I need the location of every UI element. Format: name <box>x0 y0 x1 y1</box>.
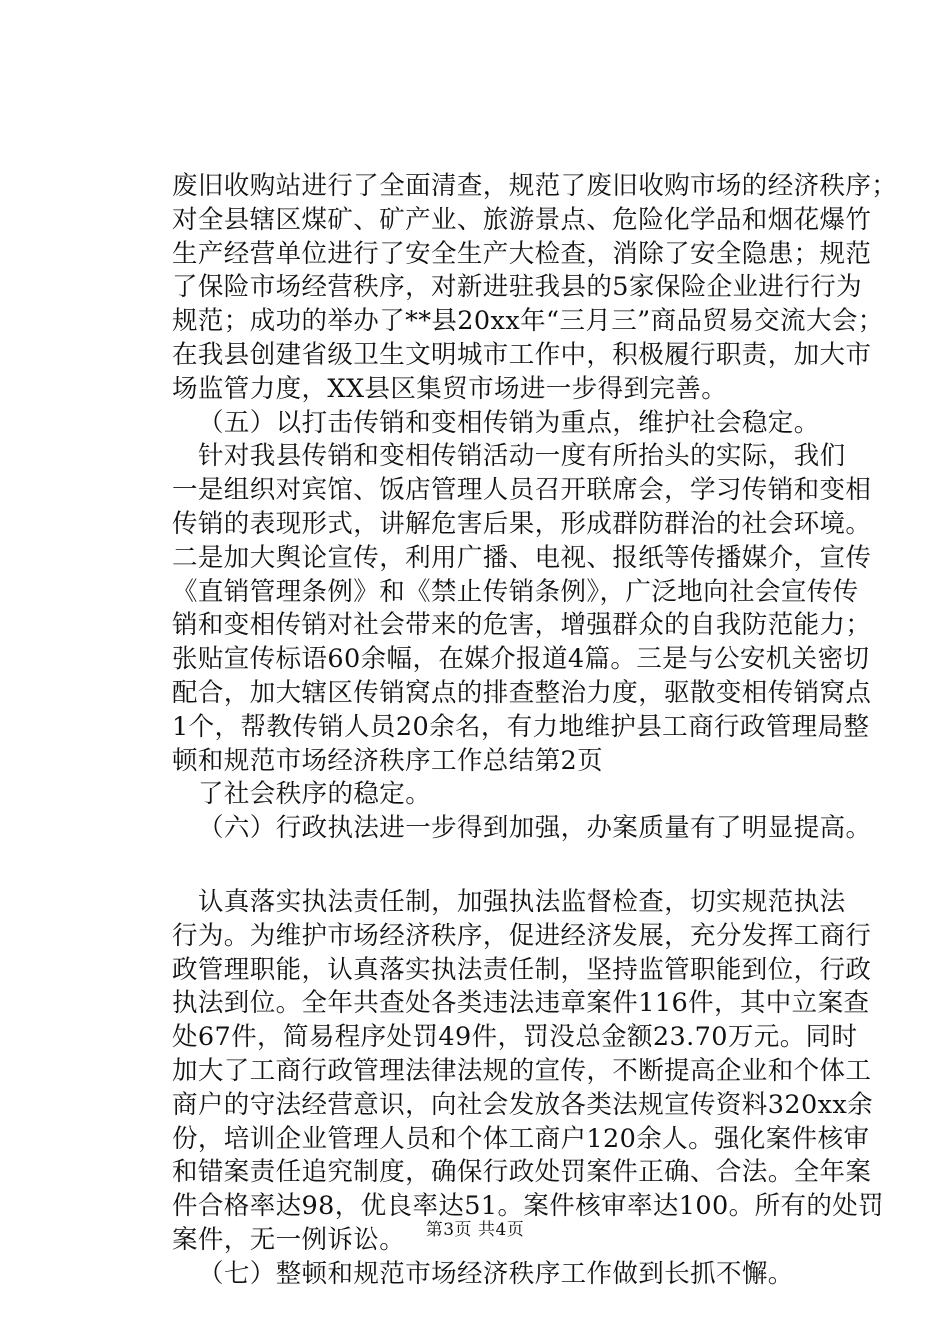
text-line-15: 张贴宣传标语60余幅，在媒介报道4篇。三是与公安机关密切 <box>172 644 870 675</box>
text-line-18: 顿和规范市场经济秩序工作总结第2页 <box>172 745 604 776</box>
document-body <box>172 170 898 1292</box>
section-heading-5: （五）以打击传销和变相传销为重点，维护社会稳定。 <box>198 407 820 438</box>
page-footer: 第3页 共4页 <box>425 1220 525 1240</box>
text-line-5: 规范；成功的举办了**县20xx年“三月三”商品贸易交流大会； <box>172 306 884 337</box>
text-line-19: 了社会秩序的稳定。 <box>198 779 432 810</box>
text-line-10: 一是组织对宾馆、饭店管理人员召开联席会，学习传销和变相 <box>172 475 872 506</box>
text-line-24: 执法到位。全年共查处各类违法违章案件116件，其中立案查 <box>172 988 870 1019</box>
text-line-21: 认真落实执法责任制，加强执法监督检查，切实规范执法 <box>198 886 846 917</box>
paragraph-gap <box>172 846 872 886</box>
section-heading-6: （六）行政执法进一步得到加强，办案质量有了明显提高。 <box>198 813 872 844</box>
text-line-17: 1个，帮教传销人员20余名，有力地维护县工商行政管理局整 <box>172 711 870 742</box>
text-line-6: 在我县创建省级卫生文明城市工作中，积极履行职责，加大市 <box>172 339 872 370</box>
text-line-9: 针对我县传销和变相传销活动一度有所抬头的实际，我们 <box>198 441 846 472</box>
text-line-12: 二是加大舆论宣传，利用广播、电视、报纸等传播媒介，宣传 <box>172 542 872 573</box>
text-line-4: 了保险市场经营秩序，对新进驻我县的5家保险企业进行行为 <box>172 272 863 303</box>
text-line-14: 销和变相传销对社会带来的危害，增强群众的自我防范能力； <box>172 610 872 641</box>
text-line-25: 处67件，简易程序处罚49件，罚没总金额23.70万元。同时 <box>172 1022 858 1053</box>
text-line-26: 加大了工商行政管理法律法规的宣传，不断提高企业和个体工 <box>172 1055 872 1086</box>
text-line-7: 场监管力度，XX县区集贸市场进一步得到完善。 <box>172 373 728 404</box>
text-line-22: 行为。为维护市场经济秩序，促进经济发展，充分发挥工商行 <box>172 920 872 951</box>
text-line-2: 对全县辖区煤矿、矿产业、旅游景点、危险化学品和烟花爆竹 <box>172 204 872 235</box>
text-line-30: 件合格率达98，优良率达51。案件核审率达100。所有的处罚 <box>172 1191 885 1222</box>
text-line-27: 商户的守法经营意识，向社会发放各类法规宣传资料320xx余 <box>172 1089 874 1120</box>
text-line-29: 和错案责任追究制度，确保行政处罚案件正确、合法。全年案 <box>172 1157 872 1188</box>
section-heading-7: （七）整顿和规范市场经济秩序工作做到长抓不懈。 <box>198 1258 794 1289</box>
text-line-28: 份，培训企业管理人员和个体工商户120余人。强化案件核审 <box>172 1123 870 1154</box>
text-line-13: 《直销管理条例》和《禁止传销条例》，广泛地向社会宣传传 <box>172 576 859 607</box>
text-line-31: 案件，无一例诉讼。 <box>172 1224 406 1255</box>
text-line-23: 政管理职能，认真落实执法责任制，坚持监管职能到位，行政 <box>172 954 872 985</box>
text-line-11: 传销的表现形式，讲解危害后果，形成群防群治的社会环境。 <box>172 508 872 539</box>
text-line-1: 废旧收购站进行了全面清查，规范了废旧收购市场的经济秩序； <box>172 171 898 201</box>
text-line-3: 生产经营单位进行了安全生产大检查，消除了安全隐患；规范 <box>172 238 872 269</box>
text-line-16: 配合，加大辖区传销窝点的排查整治力度，驱散变相传销窝点 <box>172 677 872 708</box>
